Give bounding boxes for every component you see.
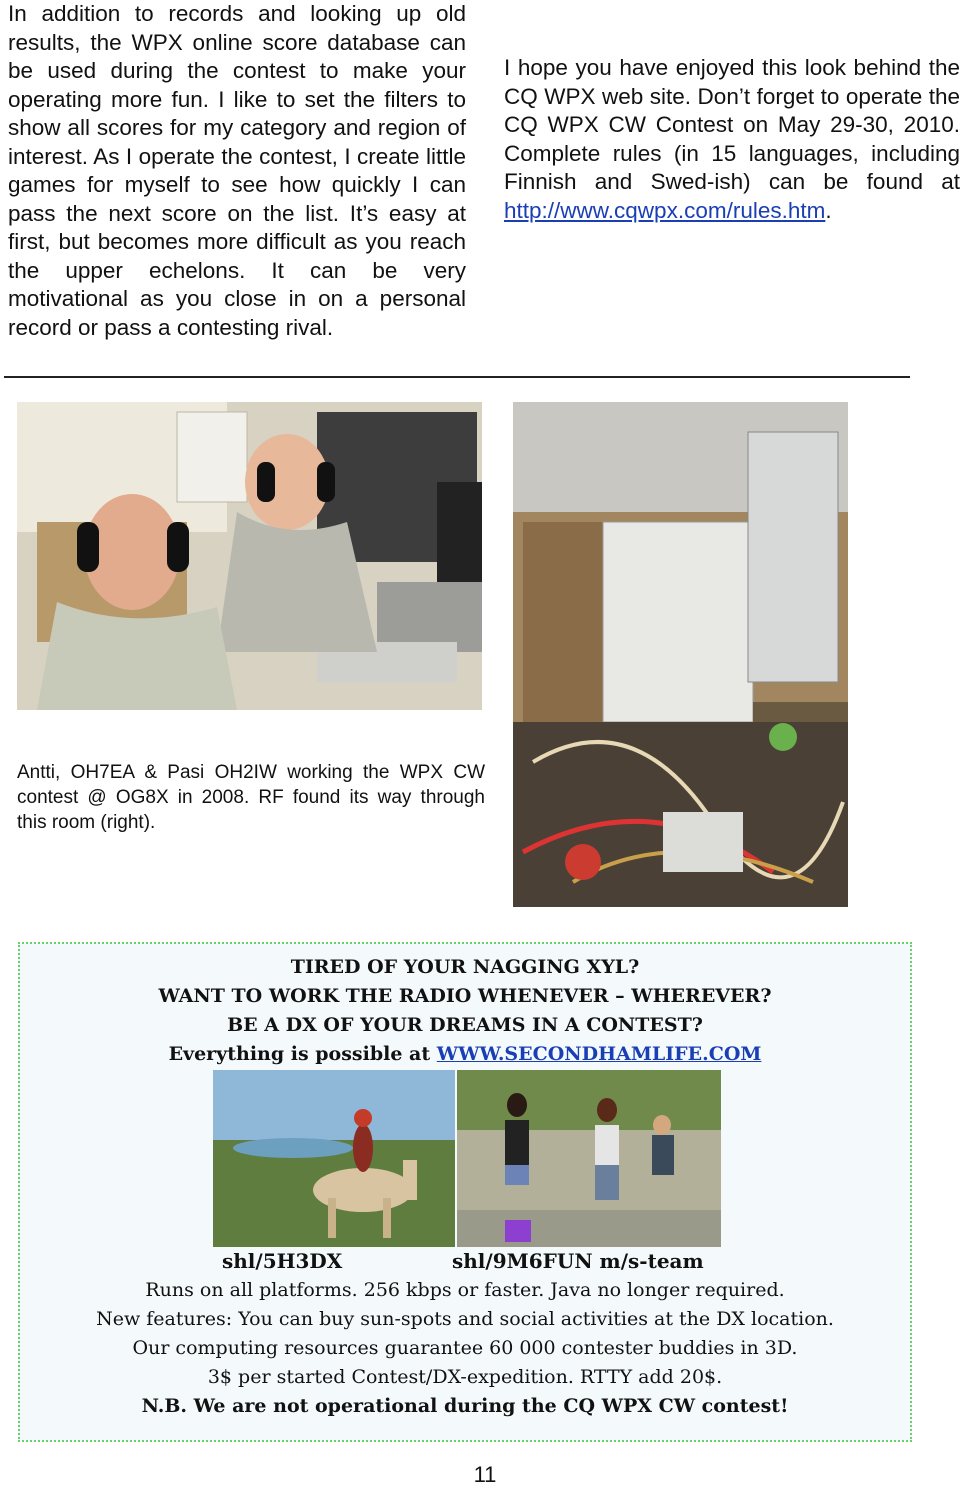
right-column-paragraph — [504, 54, 960, 225]
avatar-caption-left: shl/5H3DX — [222, 1249, 343, 1273]
section-divider — [4, 376, 910, 378]
left-column-paragraph: In addition to records and looking up old results, the WPX online score database can be used during the contest to make your operating more fun. I like to set the filters to show all scores for my category and region of interest. As I operate the contest, I create little games for myself to see how quickly I can pass the next score on the list. It’s easy at first, but becomes more difficult as you reach the upper echelons. It can be very motivational as you close in on a personal record or pass a contesting rival. — [8, 1, 466, 340]
secondhamlife-ad — [18, 942, 912, 1442]
operators-photo — [17, 402, 482, 710]
secondhamlife-link[interactable]: WWW.SECONDHAMLIFE.COM — [436, 1043, 762, 1065]
right-paragraph-period: . — [825, 197, 832, 223]
dancing-avatars-image — [457, 1070, 721, 1247]
ad-headline-4 — [20, 1043, 910, 1065]
ad-headline-4-text: Everything is possible at — [168, 1043, 437, 1065]
page-number: 11 — [473, 1462, 497, 1487]
ad-headline-2: WANT TO WORK THE RADIO WHENEVER – WHEREVER? — [158, 985, 772, 1007]
avatar-caption-right: shl/9M6FUN m/s-team — [452, 1249, 704, 1273]
equipment-room-photo — [513, 402, 848, 907]
photo-caption: Antti, OH7EA & Pasi OH2IW working the WPX CW contest @ OG8X in 2008. RF found its way through this room (right). — [17, 762, 485, 833]
ad-body-line-1: Runs on all platforms. 256 kbps or faster. Java no longer required. — [145, 1279, 785, 1301]
rules-link[interactable]: http://www.cqwpx.com/rules.htm — [504, 197, 826, 223]
ad-body-line-3: Our computing resources guarantee 60 000 contester buddies in 3D. — [132, 1337, 798, 1359]
ad-body-line-2: New features: You can buy sun-spots and social activities at the DX location. — [96, 1308, 834, 1330]
ad-body-line-4: 3$ per started Contest/DX-expedition. RTTY add 20$. — [207, 1366, 723, 1388]
right-paragraph-text: I hope you have enjoyed this look behind the CQ WPX web site. Don’t forget to operate the CQ WPX CW Contest on May 29-30, 2010. Complete rules (in 15 languages, including Finnish and Swed-ish) can be found at — [504, 55, 960, 194]
ad-body-line-5: N.B. We are not operational during the CQ WPX CW contest! — [141, 1395, 789, 1417]
ad-headline-1: TIRED OF YOUR NAGGING XYL? — [290, 956, 640, 978]
ad-headline-3: BE A DX OF YOUR DREAMS IN A CONTEST? — [227, 1014, 703, 1036]
horse-rider-avatar-image — [213, 1070, 455, 1247]
